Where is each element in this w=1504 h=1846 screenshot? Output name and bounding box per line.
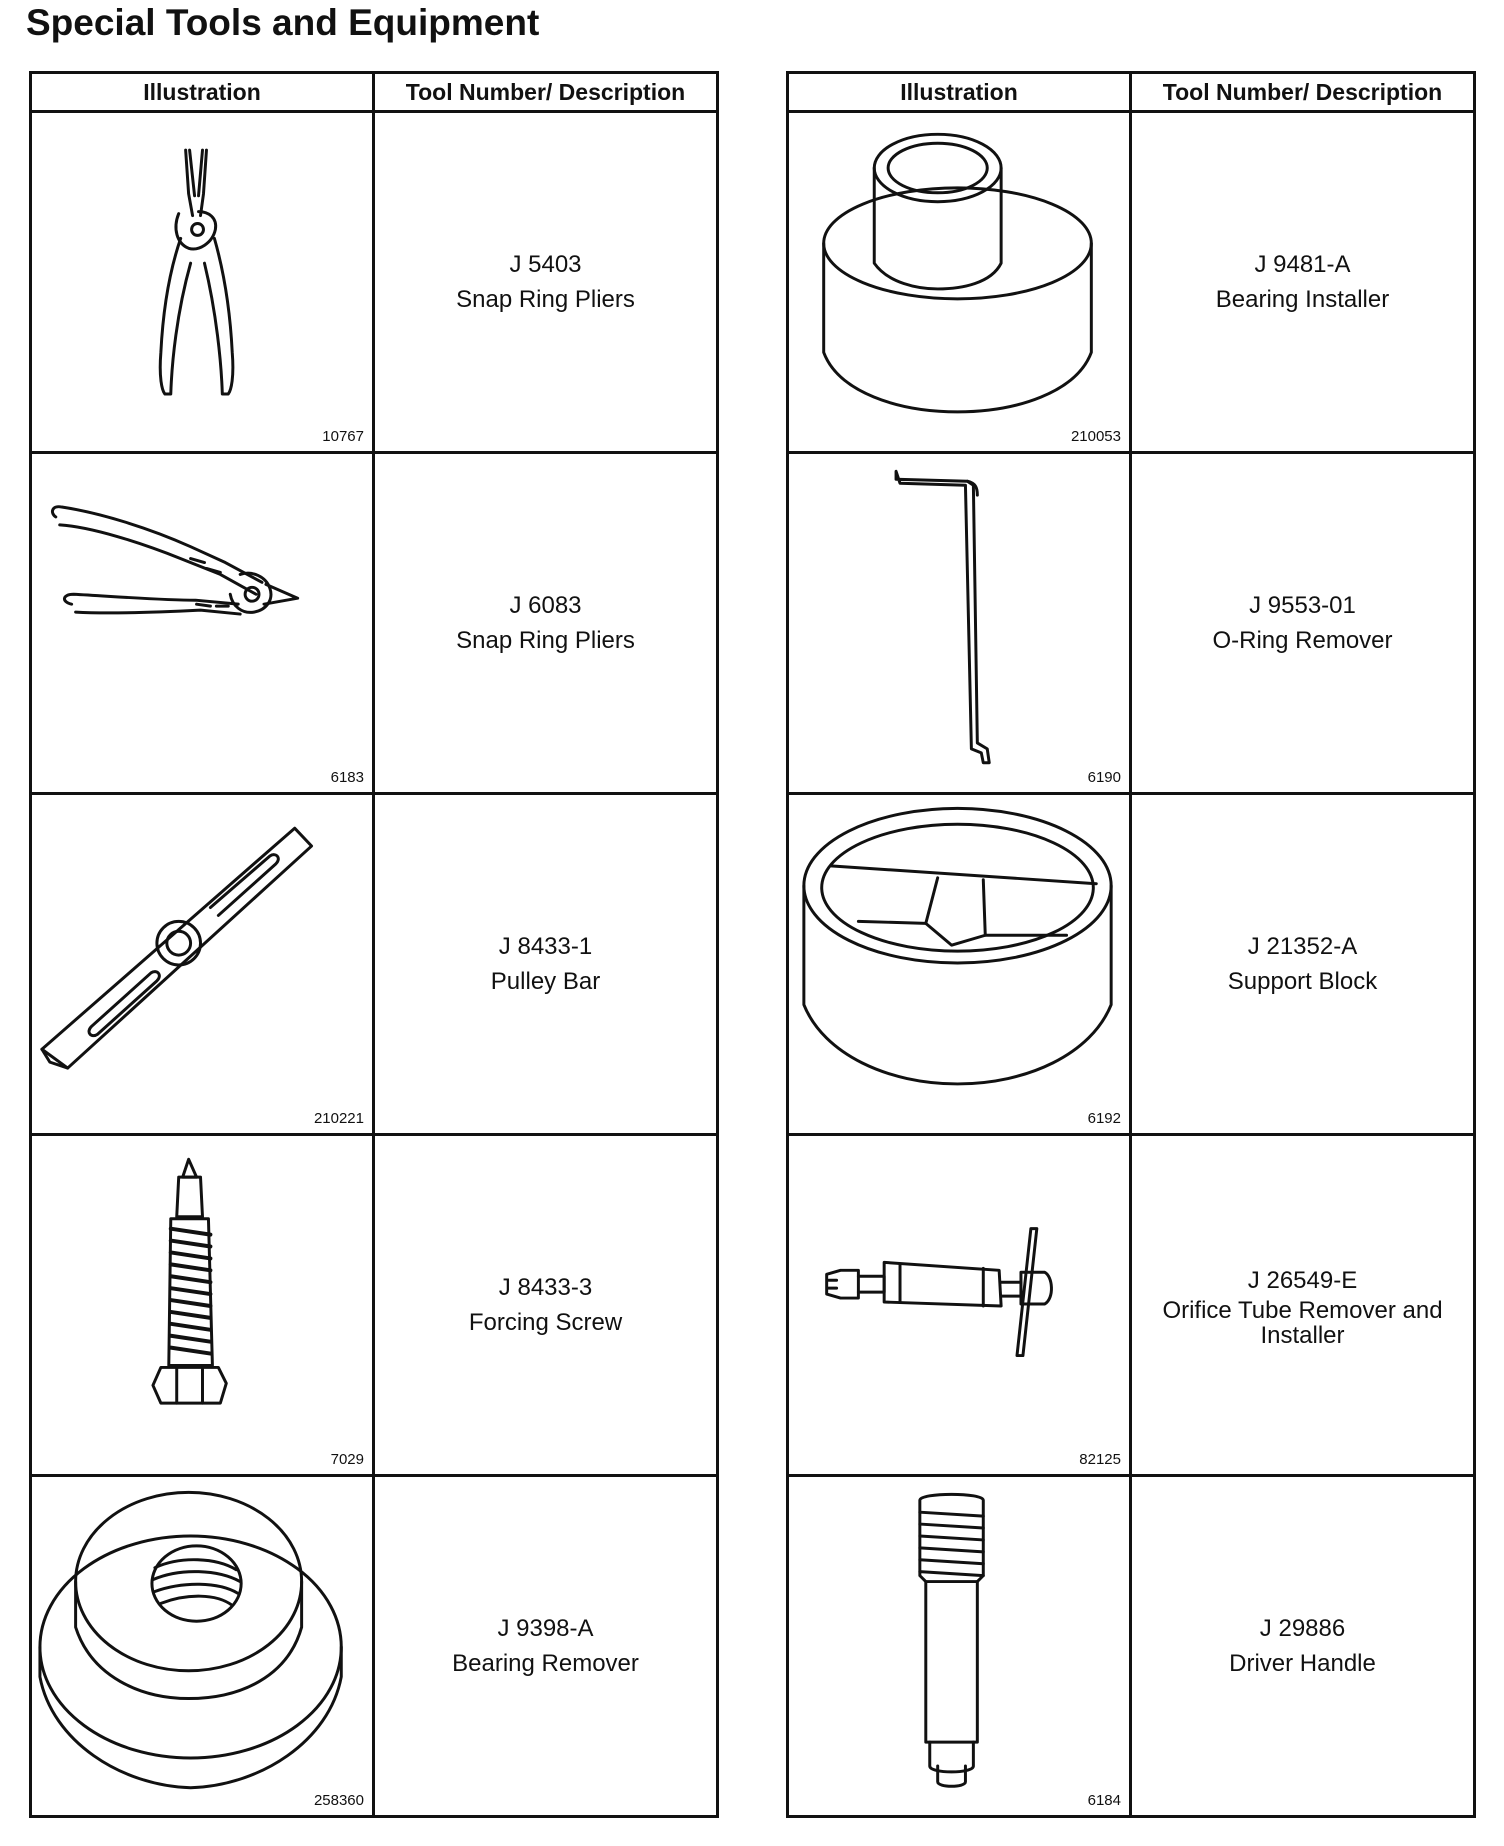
o-ring-remover-icon (789, 454, 1129, 792)
table-row (31, 1135, 718, 1476)
figure-number: 6183 (330, 769, 364, 786)
figure-number: 6190 (1087, 769, 1121, 786)
figure-number: 258360 (313, 1792, 364, 1809)
illustration-cell (788, 112, 1131, 453)
table-row (788, 112, 1475, 453)
table-row (788, 1476, 1475, 1817)
description-cell (374, 1476, 718, 1817)
bearing-remover-icon (32, 1477, 372, 1815)
orifice-tube-remover-icon (789, 1136, 1129, 1474)
description-cell (1131, 794, 1475, 1135)
pulley-bar-icon (32, 795, 372, 1133)
tool-description: O-Ring Remover (1212, 627, 1393, 654)
tool-number: J 9398-A (497, 1615, 594, 1642)
illustration-cell (788, 794, 1131, 1135)
description-cell (1131, 453, 1475, 794)
figure-number: 7029 (330, 1451, 364, 1468)
tools-table-left (29, 71, 719, 1818)
table-row (31, 453, 718, 794)
header-illustration: Illustration (31, 73, 374, 112)
illustration-cell (31, 112, 374, 453)
tools-table-right (786, 71, 1476, 1818)
figure-number: 10767 (322, 428, 364, 445)
illustration-cell (31, 794, 374, 1135)
illustration-cell (788, 453, 1131, 794)
figure-number: 82125 (1079, 1451, 1121, 1468)
tool-number: J 8433-3 (498, 1274, 593, 1301)
tool-description: Driver Handle (1229, 1650, 1376, 1677)
illustration-cell (788, 1135, 1131, 1476)
tool-description: Bearing Installer (1215, 286, 1390, 313)
bearing-installer-icon (789, 113, 1129, 451)
description-cell (374, 453, 718, 794)
tool-description: Forcing Screw (468, 1309, 623, 1336)
tool-description: Support Block (1227, 968, 1378, 995)
tool-description: Snap Ring Pliers (456, 286, 635, 313)
tool-number: J 9481-A (1254, 251, 1351, 278)
snap-ring-pliers-vertical-icon (32, 113, 372, 451)
description-cell (1131, 1135, 1475, 1476)
page-title: Special Tools and Equipment (26, 2, 540, 43)
tool-description: Pulley Bar (490, 968, 601, 995)
table-row (31, 1476, 718, 1817)
tool-number: J 29886 (1259, 1615, 1346, 1642)
forcing-screw-icon (32, 1136, 372, 1474)
description-cell (1131, 112, 1475, 453)
driver-handle-icon (789, 1477, 1129, 1815)
description-cell (374, 112, 718, 453)
description-cell (374, 794, 718, 1135)
illustration-cell (31, 1135, 374, 1476)
header-tool-number-description: Tool Number/ Description (1131, 73, 1475, 112)
tool-description: Bearing Remover (452, 1650, 639, 1677)
illustration-cell (31, 1476, 374, 1817)
tool-number: J 5403 (509, 251, 582, 278)
description-cell (374, 1135, 718, 1476)
table-row (788, 453, 1475, 794)
description-cell (1131, 1476, 1475, 1817)
tool-number: J 9553-01 (1249, 592, 1356, 619)
snap-ring-pliers-horizontal-icon (32, 454, 372, 792)
table-row (31, 112, 718, 453)
tool-description: Orifice Tube Remover and Installer (1162, 1296, 1443, 1349)
figure-number: 210221 (313, 1110, 364, 1127)
figure-number: 6184 (1087, 1792, 1121, 1809)
table-row (788, 1135, 1475, 1476)
table-row (31, 794, 718, 1135)
illustration-cell (788, 1476, 1131, 1817)
tool-number: J 21352-A (1247, 933, 1358, 960)
table-row (788, 794, 1475, 1135)
illustration-cell (31, 453, 374, 794)
tool-number: J 8433-1 (498, 933, 593, 960)
header-illustration: Illustration (788, 73, 1131, 112)
tool-number: J 6083 (509, 592, 582, 619)
support-block-icon (789, 795, 1129, 1133)
figure-number: 210053 (1070, 428, 1121, 445)
header-tool-number-description: Tool Number/ Description (374, 73, 718, 112)
figure-number: 6192 (1087, 1110, 1121, 1127)
tool-number: J 26549-E (1247, 1266, 1358, 1294)
tool-description: Snap Ring Pliers (456, 627, 635, 654)
